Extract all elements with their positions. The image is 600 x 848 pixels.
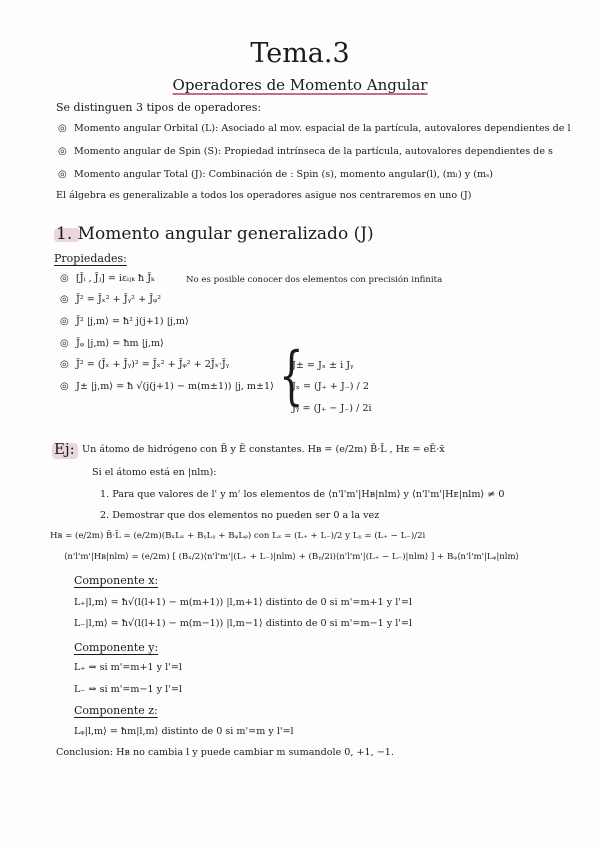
component-x-line-1: L₊|l,m⟩ = ħ√(l(l+1) − m(m+1)) |l,m+1⟩ distinto de 0 si m'=m+1 y l'=l xyxy=(74,597,413,608)
property-jz-eigen: ◎ J̄ᵩ |j,m⟩ = ħm |j,m⟩ xyxy=(76,338,164,349)
example-label: Ej: xyxy=(54,440,75,458)
hb-expansion: Hʙ = (e/2m) B̄·L̄ = (e/2m)(BₓLₓ + BᵧLᵧ + BᵩLᵩ) con Lₓ = (L₊ + L₋)/2 y Lᵧ = (L₊ − L₋)/2i xyxy=(50,531,426,541)
properties-label: Propiedades: xyxy=(54,252,127,265)
property-j-squared: ◎ J̄² = J̄ₓ² + J̄ᵧ² + J̄ᵩ² xyxy=(76,294,161,305)
hydrogen-state: Si el átomo está en |nlm): xyxy=(92,467,217,478)
ladder-jpm: J± = Jₓ ± i Jᵧ xyxy=(292,360,354,371)
algebra-note: El álgebra es generalizable a todos los operadores asigue nos centraremos en uno (J) xyxy=(56,190,472,201)
ladder-brace: { xyxy=(279,339,304,413)
section-1-heading: 1. Momento angular generalizado (J) xyxy=(56,224,374,244)
component-y-heading: Componente y: xyxy=(74,641,159,654)
component-z-line-1: Lᵩ|l,m⟩ = ħm|l,m⟩ distinto de 0 si m'=m y l'=l xyxy=(74,726,294,737)
example-statement: Un átomo de hidrógeno con B̄ y Ē constantes. Hʙ = (e/2m) B̄·L̄ , Hᴇ = eĒ·x̄ xyxy=(82,444,445,455)
component-z-heading: Componente z: xyxy=(74,704,158,717)
conclusion: Conclusion: Hʙ no cambia l y puede cambiar m sumandole 0, +1, −1. xyxy=(56,747,394,758)
ladder-jy: Jᵧ = (J₊ − J₋) / 2i xyxy=(292,403,372,414)
matrix-element: ⟨n'l'm'|Hʙ|nlm⟩ = (e/2m) [ (Bₓ/2)⟨n'l'm'|(L₊ + L₋)|nlm⟩ + (Bᵧ/2i)⟨n'l'm'|(L₊ − L₋)|nlm⟩ ] + Bᵩ⟨n'l'm'|Lᵩ|nlm⟩ xyxy=(64,552,520,562)
component-y-line-2: L₋ ⇒ si m'=m−1 y l'=l xyxy=(74,684,182,695)
operator-total: ◎ Momento angular Total (J): Combinación de : Spin (s), momento angular(l), (mₗ) y (mₛ) xyxy=(74,169,493,180)
ladder-jx: Jₓ = (J₊ + J₋) / 2 xyxy=(292,381,369,392)
page-title: Tema.3 xyxy=(250,38,350,69)
intro-text: Se distinguen 3 tipos de operadores: xyxy=(56,101,262,114)
question-1: 1. Para que valores de l' y m' los elementos de ⟨n'l'm'|Hʙ|nlm⟩ y ⟨n'l'm'|Hᴇ|nlm⟩ ≠ 0 xyxy=(100,489,505,500)
operator-orbital: ◎ Momento angular Orbital (L): Asociado al mov. espacial de la partícula, autovalores dependientes de l xyxy=(74,123,571,134)
property-j2-expansion: ◎ J̄² = (J̄ₓ + J̄ᵧ)² = J̄ₓ² + J̄ᵩ² + 2J̄ₓ·J̄ᵧ xyxy=(76,359,229,370)
commutator-note: No es posible conocer dos elementos con precisión infinita xyxy=(186,275,443,285)
component-y-line-1: L₊ ⇒ si m'=m+1 y l'=l xyxy=(74,662,182,673)
property-commutator: ◎ [J̄ᵢ , J̄ⱼ] = iεᵢⱼₖ ħ J̄ₖ xyxy=(76,273,155,284)
operator-spin: ◎ Momento angular de Spin (S): Propiedad intrínseca de la partícula, autovalores dependientes de s xyxy=(74,146,553,157)
component-x-heading: Componente x: xyxy=(74,574,159,587)
page-subtitle: Operadores de Momento Angular xyxy=(172,76,428,94)
property-ladder-action: ◎ J± |j,m⟩ = ħ √(j(j+1) − m(m±1)) |j, m±1⟩ xyxy=(76,381,274,392)
property-j2-eigen: ◎ J̄² |j,m⟩ = ħ² j(j+1) |j,m⟩ xyxy=(76,316,189,327)
component-x-line-2: L₋|l,m⟩ = ħ√(l(l+1) − m(m−1)) |l,m−1⟩ distinto de 0 si m'=m−1 y l'=l xyxy=(74,618,413,629)
question-2: 2. Demostrar que dos elementos no pueden ser 0 a la vez xyxy=(100,510,380,521)
